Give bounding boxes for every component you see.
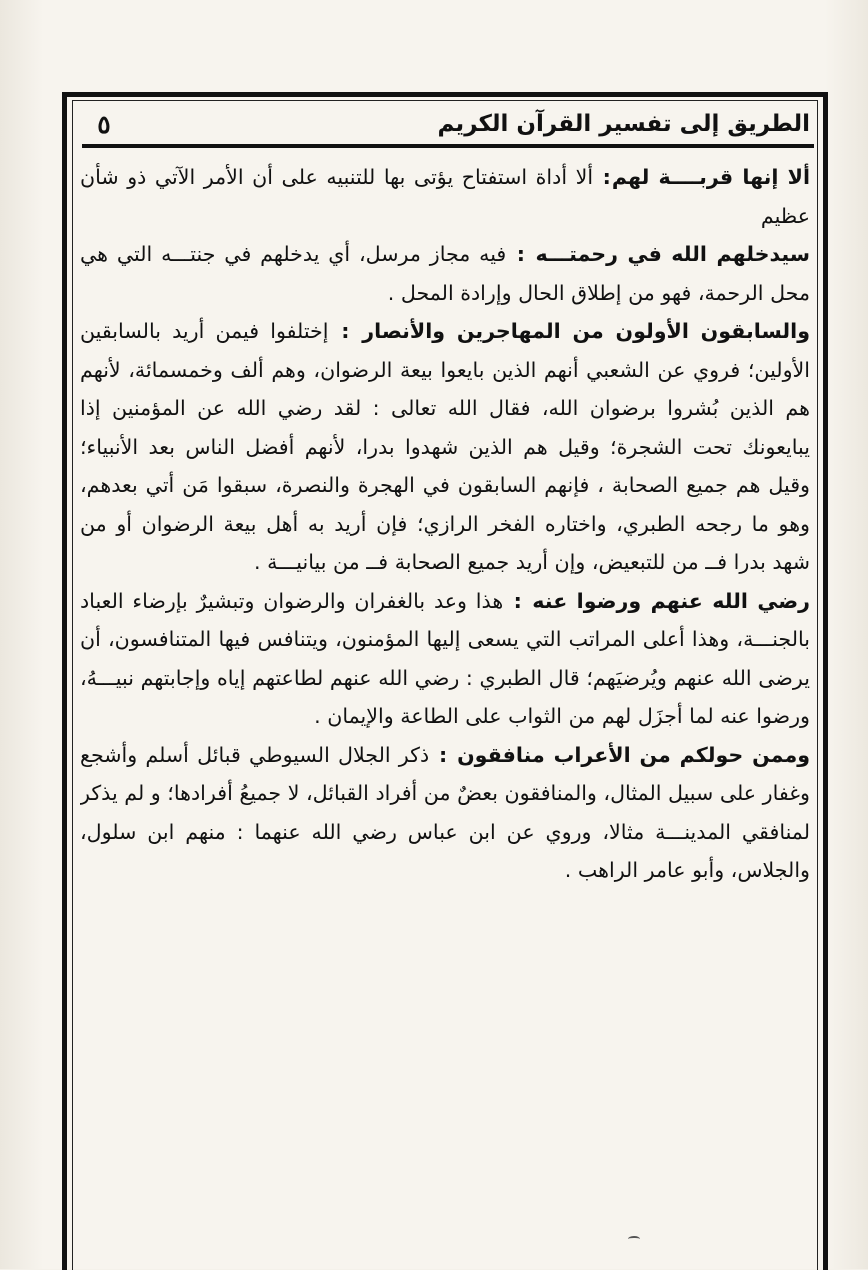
entry-gloss: ألا أداة استفتاح يؤتى بها للتنبيه على أن الأمر الآتي ذو شأن عظيم xyxy=(80,165,810,228)
page-number: ٥ xyxy=(97,109,111,139)
entry-sayudkhiluhum xyxy=(80,235,810,312)
page-header xyxy=(82,104,814,148)
entry-separator: : xyxy=(329,319,362,343)
book-title: الطريق إلى تفسير القرآن الكريم xyxy=(437,111,810,137)
entry-term: والسابقون الأولون من المهاجرين والأنصار xyxy=(362,319,810,343)
entry-separator: : xyxy=(507,242,535,266)
entry-gloss: فيه مجاز مرسل، أي يدخلهم في جنتـــه التي هي محل الرحمة، فهو من إطلاق الحال وإرادة المحل . xyxy=(80,242,810,305)
page-bottom-mark xyxy=(628,1236,640,1242)
entry-separator: : xyxy=(430,742,457,767)
entry-term: رضي الله عنهم ورضوا عنه xyxy=(532,588,810,613)
entry-radiya-allah xyxy=(80,582,810,736)
page-content xyxy=(80,158,810,1218)
entry-separator: : xyxy=(504,588,532,613)
entry-term: ألا إنها قربــــة لهم xyxy=(611,165,810,189)
entry-term: سيدخلهم الله في رحمتـــه xyxy=(535,242,810,266)
entry-assabiqun xyxy=(80,312,810,582)
entry-gloss: ذكر الجلال السيوطي قبائل أسلم وأشجع وغفار على سبيل المثال، والمنافقون بعضٌ من أفراد القبائل، لا جميعُ أفرادها؛ و لم يذكر لمنافقي المدينـــة مثالا، وروي عن ابن عباس رضي الله عنهما : منهم ابن سلول، والجلاس، وأبو عامر الراهب . xyxy=(80,742,810,882)
entry-gloss: هذا وعد بالغفران والرضوان وتبشيرٌ بإرضاء العباد بالجنـــة، وهذا أعلى المراتب التي يسعى إليها المؤمنون، ويتنافس فيها المتنافسون، أن يرضى الله عنهم ويُرضيَهم؛ قال الطبري : رضي الله عنهم لطاعتهم إياه وإجابتهم نبيـــهُ، ورضوا عنه لما أجزَل لهم من الثواب على الطاعة والإيمان . xyxy=(80,588,810,728)
entry-gloss: إختلفوا فيمن أريد بالسابقين الأولين؛ فروي عن الشعبي أنهم الذين بايعوا بيعة الرضوان، وهم ألف وخمسمائة، لأنهم هم الذين بُشروا برضوان الله، فقال الله تعالى : لقد رضي الله عن المؤمنين إذا يبايعونك تحت الشجرة؛ وقيل هم الذين شهدوا بدرا، لأنهم أفضل الناس بعد الأنبياء؛ وقيل هم جميع الصحابة ، فإنهم السابقون في الهجرة والنصرة، سبقوا مَن أتي بعدهم، وهو ما رجحه الطبري، واختاره الفخر الرازي؛ فإن أريد به أهل بيعة الرضوان أو من شهد بدرا فــ من للتبعيض، وإن أريد جميع الصحابة فــ من بيانيـــة . xyxy=(80,319,810,574)
entry-separator: : xyxy=(602,165,611,189)
entry-alaa-innaha xyxy=(80,158,810,235)
entry-term: وممن حولكم من الأعراب منافقون xyxy=(457,742,810,767)
entry-wa-mimman-hawlakum xyxy=(80,736,810,890)
